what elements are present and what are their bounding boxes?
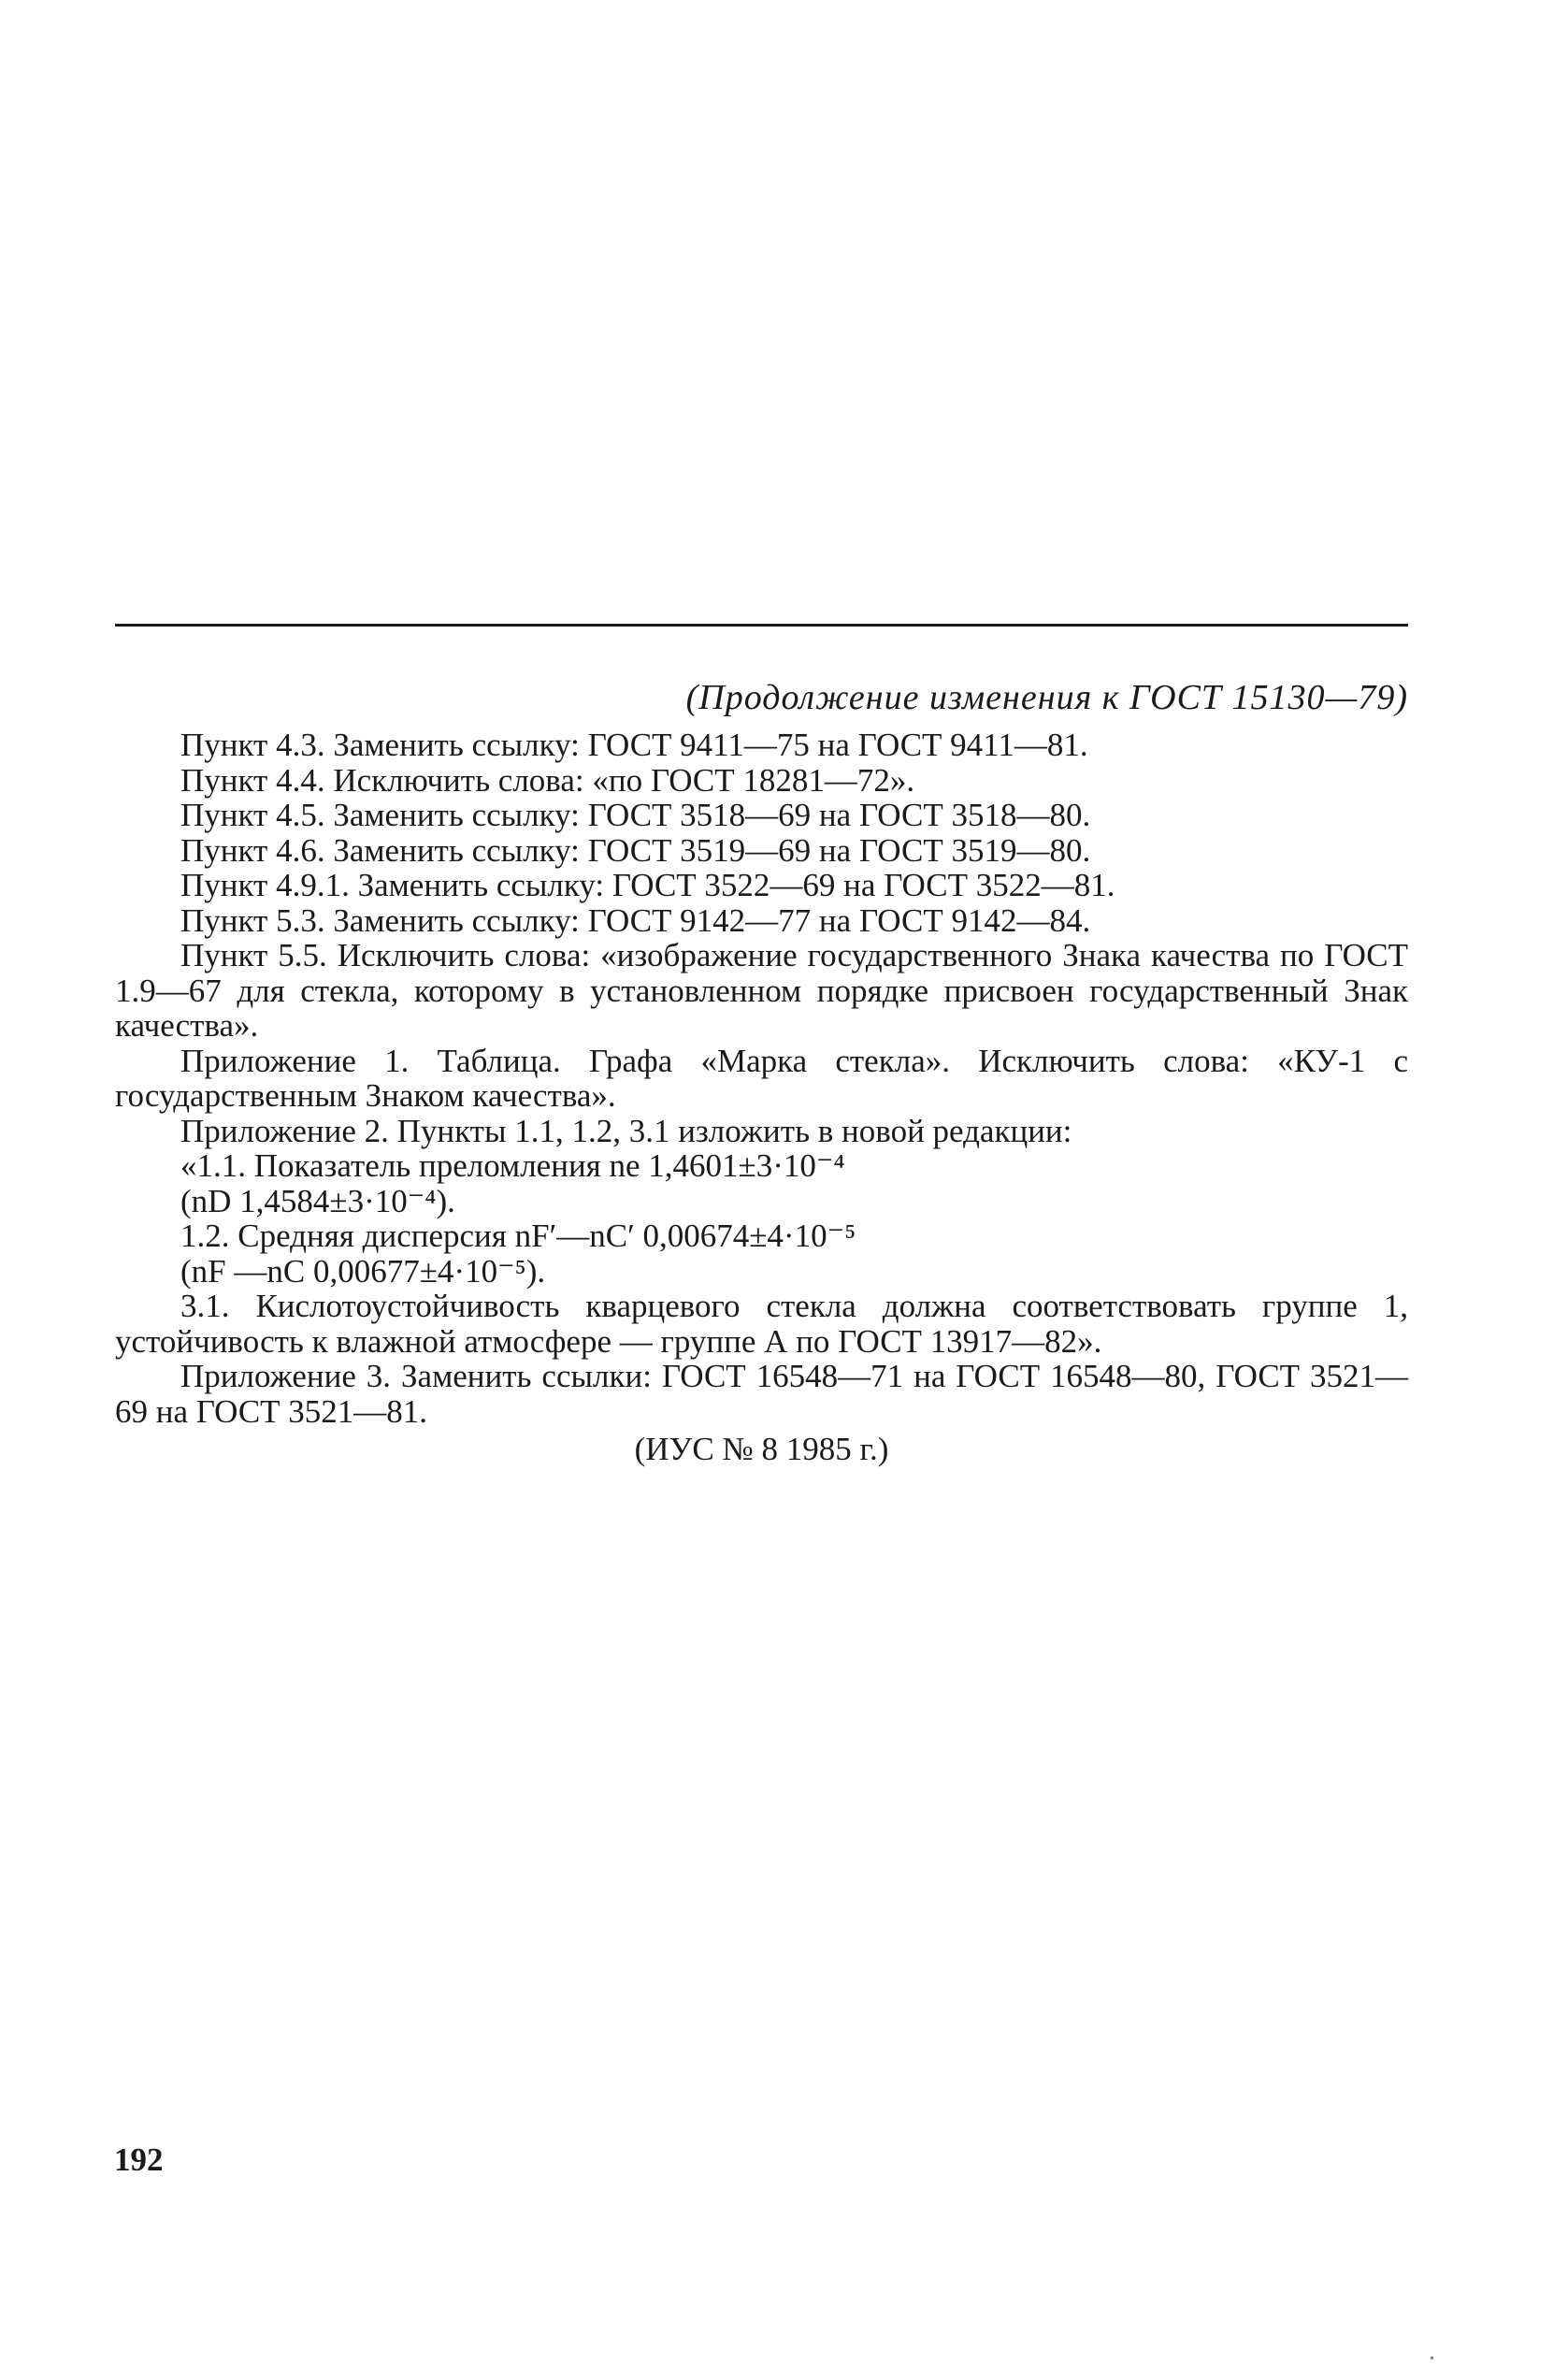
paragraph-4-9-1: Пункт 4.9.1. Заменить ссылку: ГОСТ 3522—69 на ГОСТ 3522—81. [180, 867, 1115, 903]
appendix-1: Приложение 1. Таблица. Графа «Марка стекла». Исключить слова: «КУ-1 с государственным Знаком качества». [115, 1042, 1408, 1114]
item-3-1: 3.1. Кислотоустойчивость кварцевого стекла должна соответствовать группе 1, устойчивость к влажной атмосфере — группе А по ГОСТ 13917—82». [115, 1288, 1408, 1360]
ius-reference: (ИУС № 8 1985 г.) [634, 1431, 889, 1467]
item-1-1-nd: (nD 1,4584±3·10⁻⁴). [180, 1182, 455, 1219]
paragraph-4-5: Пункт 4.5. Заменить ссылку: ГОСТ 3518—69 на ГОСТ 3518—80. [180, 797, 1091, 833]
continuation-header: (Продолжение изменения к ГОСТ 15130—79) [685, 678, 1408, 717]
scan-speck [1431, 2357, 1433, 2359]
paragraph-4-3: Пункт 4.3. Заменить ссылку: ГОСТ 9411—75 на ГОСТ 9411—81. [180, 727, 1088, 763]
appendix-3: Приложение 3. Заменить ссылки: ГОСТ 16548—71 на ГОСТ 16548—80, ГОСТ 3521—69 на ГОСТ 3521—81. [115, 1358, 1408, 1430]
paragraph-5-5: Пункт 5.5. Исключить слова: «изображение государственного Знака качества по ГОСТ 1.9—67 для стекла, которому в установленном порядке присвоен государственный Знак качества». [115, 937, 1408, 1044]
paragraph-4-4: Пункт 4.4. Исключить слова: «по ГОСТ 18281—72». [180, 761, 915, 799]
page-number: 192 [114, 2141, 164, 2178]
item-1-2: 1.2. Средняя дисперсия nF′—nC′ 0,00674±4·10⁻⁵ [180, 1218, 856, 1254]
paragraph-4-6: Пункт 4.6. Заменить ссылку: ГОСТ 3519—69 на ГОСТ 3519—80. [180, 831, 1091, 869]
document-body [115, 728, 1408, 1429]
item-1-2-nf: (nF —nC 0,00677±4·10⁻⁵). [180, 1252, 546, 1290]
paragraph-5-3: Пункт 5.3. Заменить ссылку: ГОСТ 9142—77 на ГОСТ 9142—84. [180, 901, 1091, 939]
item-1-1: «1.1. Показатель преломления nе 1,4601±3·10⁻⁴ [180, 1147, 845, 1184]
appendix-2: Приложение 2. Пункты 1.1, 1.2, 3.1 изложить в новой редакции: [180, 1112, 1072, 1149]
top-divider [115, 624, 1408, 627]
